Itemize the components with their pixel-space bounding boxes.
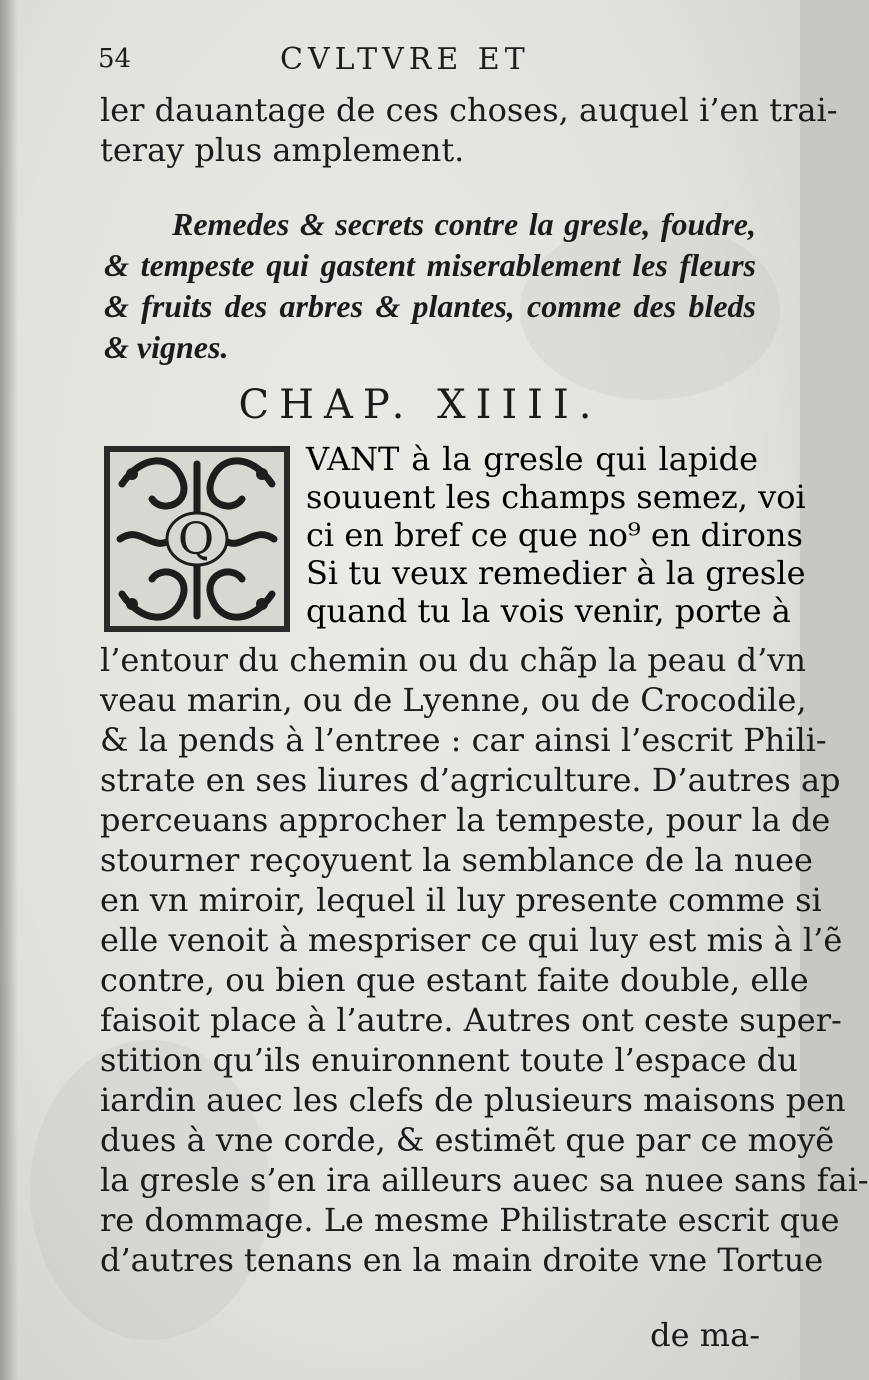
text-line: perceuans approcher la tempeste, pour la de bbox=[100, 801, 831, 839]
rubric-line: Remedes & secrets contre la gresle, foudre, bbox=[172, 206, 756, 242]
text-line: & la pends à l’entree : car ainsi l’escrit Phili- bbox=[100, 721, 827, 759]
rubric bbox=[104, 204, 756, 368]
text-line: ci en bref ce que no⁹ en dirons bbox=[306, 516, 803, 554]
text-line: stition qu’ils enuironnent toute l’espace du bbox=[100, 1041, 798, 1079]
text-line: souuent les champs semez, voi bbox=[306, 478, 806, 516]
gutter-shadow bbox=[0, 0, 18, 1380]
text-line: teray plus amplement. bbox=[100, 131, 465, 169]
text-line: en vn miroir, lequel il luy presente comme si bbox=[100, 881, 822, 919]
rubric-line: & tempeste qui gastent miserablement les fleurs bbox=[104, 247, 756, 283]
running-head bbox=[92, 42, 732, 82]
drop-cap-lines bbox=[306, 440, 806, 630]
text-line: iardin auec les clefs de plusieurs maisons pen bbox=[100, 1081, 846, 1119]
text-line: quand tu la vois venir, porte à bbox=[306, 592, 791, 630]
text-line: strate en ses liures d’agriculture. D’autres ap bbox=[100, 761, 841, 799]
rubric-line: & vignes. bbox=[104, 329, 229, 365]
page-number: 54 bbox=[98, 44, 132, 74]
text-line: faisoit place à l’autre. Autres ont ceste super- bbox=[100, 1001, 842, 1039]
text-line: d’autres tenans en la main droite vne Tortue bbox=[100, 1241, 824, 1279]
intro-text bbox=[100, 90, 838, 170]
text-line: l’entour du chemin ou du chãp la peau d’vn bbox=[100, 641, 806, 679]
body-text bbox=[100, 640, 869, 1280]
text-line: veau marin, ou de Lyenne, ou de Crocodile, bbox=[100, 681, 807, 719]
text-line: ler dauantage de ces choses, auquel i’en trai- bbox=[100, 91, 838, 129]
text-line: elle venoit à mespriser ce qui luy est mis à l’ẽ bbox=[100, 921, 843, 959]
chapter-heading: CHAP. XIIII. bbox=[238, 382, 602, 428]
text-line: contre, ou bien que estant faite double, elle bbox=[100, 961, 809, 999]
decorated-initial bbox=[102, 444, 292, 634]
text-line: Si tu veux remedier à la gresle bbox=[306, 554, 806, 592]
catchword: de ma- bbox=[650, 1316, 760, 1354]
text-line: VANT à la gresle qui lapide bbox=[306, 440, 758, 478]
rubric-line: & fruits des arbres & plantes, comme des bleds bbox=[104, 288, 756, 324]
text-line: stourner reçoyuent la semblance de la nuee bbox=[100, 841, 813, 879]
initial-letter: Q bbox=[178, 514, 215, 565]
running-title: CVLTVRE ET bbox=[280, 42, 530, 77]
text-line: dues à vne corde, & estimẽt que par ce moyẽ bbox=[100, 1121, 835, 1159]
text-line: la gresle s’en ira ailleurs auec sa nuee sans fai- bbox=[100, 1161, 869, 1199]
text-line: re dommage. Le mesme Philistrate escrit que bbox=[100, 1201, 840, 1239]
